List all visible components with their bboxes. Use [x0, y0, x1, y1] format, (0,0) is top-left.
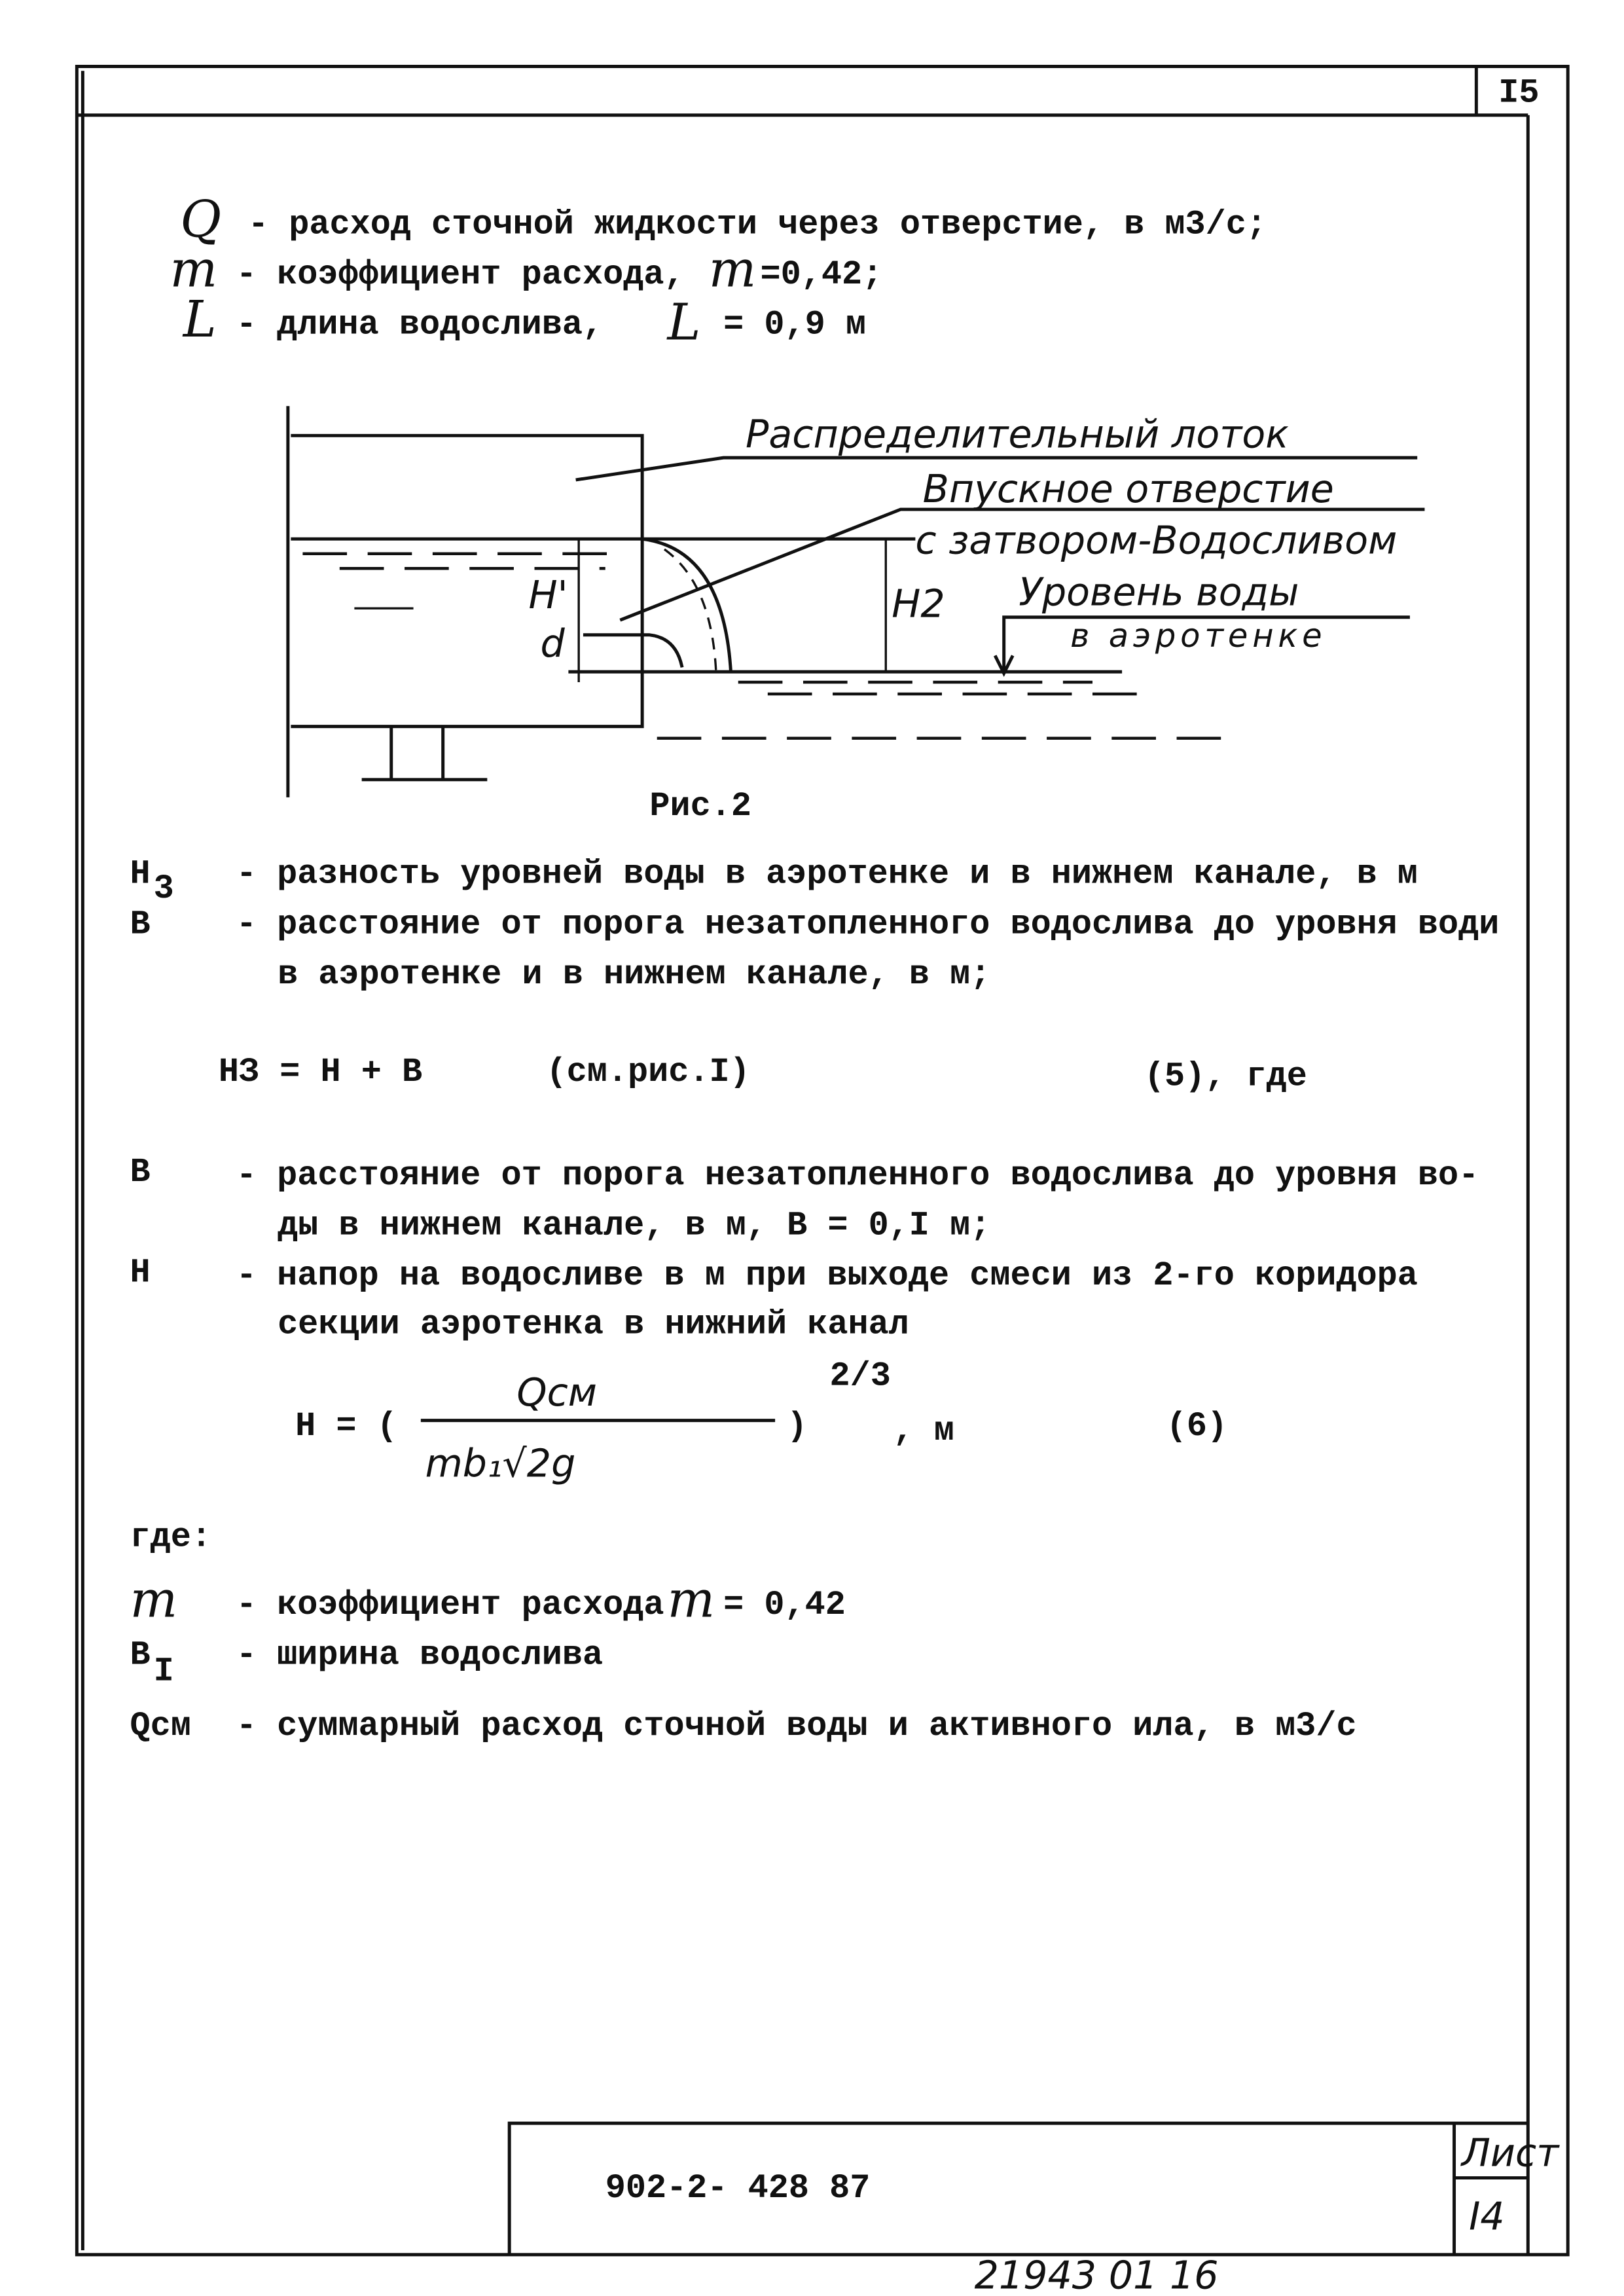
where-label: где:: [130, 1518, 212, 1557]
svg-text:В: В: [130, 1153, 151, 1192]
figure-weir-diagram: [288, 406, 1425, 797]
svg-text:- расход сточной жидкости чере: - расход сточной жидкости через отверстие, в м3/с;: [247, 205, 1267, 244]
label-in-aerotank: в аэротенке: [1070, 616, 1327, 655]
svg-text:, м: , м: [893, 1411, 954, 1450]
title-block: [509, 2123, 1560, 2255]
label-h-prime: H': [528, 573, 568, 618]
svg-text:(5), где: (5), где: [1144, 1057, 1307, 1096]
svg-text:Н: Н: [130, 1253, 151, 1292]
svg-text:НЗ = Н + В: НЗ = Н + В: [218, 1052, 423, 1091]
svg-text:L: L: [667, 293, 701, 352]
svg-text:Qсм: Qсм: [130, 1706, 191, 1745]
label-inlet-opening: Впускное отверстие: [922, 466, 1334, 511]
definitions-b: [130, 1153, 1479, 1343]
sheet-number: I4: [1469, 2194, 1505, 2239]
svg-text:3: 3: [153, 869, 174, 909]
svg-text:= 0,9 м: = 0,9 м: [723, 305, 867, 344]
svg-text:Q: Q: [180, 190, 222, 249]
svg-text:- ширина водослива: - ширина водослива: [236, 1635, 604, 1675]
svg-text:(см.рис.I): (см.рис.I): [546, 1052, 750, 1091]
page-number: I5: [1498, 73, 1540, 113]
definitions-top: [170, 191, 1267, 352]
svg-text:m: m: [130, 1571, 178, 1630]
label-d: d: [540, 621, 565, 666]
sheet-label: Лист: [1461, 2130, 1559, 2176]
svg-text:В: В: [130, 1635, 151, 1675]
label-h2: H2: [892, 581, 945, 627]
svg-text:m: m: [170, 240, 218, 299]
svg-text:- суммарный расход сточной вод: - суммарный расход сточной воды и активного ила, в м3/с: [236, 1706, 1357, 1745]
label-distribution-trough: Распределительный лоток: [746, 412, 1289, 457]
svg-text:- расстояние от порога незатоп: - расстояние от порога незатопленного водослива до уровня води: [236, 905, 1500, 944]
svg-text:ды в нижнем канале, в м, В = 0: ды в нижнем канале, в м, В = 0,I м;: [278, 1206, 991, 1245]
svg-text:- коэффициент расхода,: - коэффициент расхода,: [236, 255, 685, 295]
svg-text:H: H: [130, 854, 151, 894]
formula-6: [295, 1357, 1227, 1485]
svg-text:L: L: [183, 291, 217, 350]
svg-text:- коэффициент расхода: - коэффициент расхода: [236, 1586, 664, 1625]
svg-text:- разность уровней воды в аэро: - разность уровней воды в аэротенке и в нижнем канале, в м: [236, 854, 1418, 894]
svg-text:Qсм: Qсм: [516, 1370, 598, 1415]
svg-text:в аэротенке и в нижнем канале,: в аэротенке и в нижнем канале, в м;: [278, 955, 991, 994]
label-water-level: Уровень воды: [1019, 570, 1299, 615]
svg-text:2/3: 2/3: [829, 1357, 891, 1396]
svg-text:- расстояние от порога незатоп: - расстояние от порога незатопленного водослива до уровня во-: [236, 1156, 1479, 1195]
svg-text:B: B: [130, 905, 151, 944]
formula-5: [219, 1053, 1307, 1096]
svg-text:=0,42;: =0,42;: [760, 255, 883, 295]
definitions-bottom: [130, 1571, 1357, 1745]
svg-text:Н = (: Н = (: [295, 1407, 397, 1446]
svg-text:I: I: [153, 1652, 174, 1691]
svg-text:- напор на водосливе в м при в: - напор на водосливе в м при выходе смеси из 2-го коридора: [236, 1256, 1418, 1296]
svg-text:- длина водослива,: - длина водослива,: [236, 305, 604, 344]
footer-stamp: 21943 01 16: [974, 2253, 1219, 2296]
figure-caption: Рис.2: [649, 786, 752, 826]
svg-text:секции аэротенка в нижний кана: секции аэротенка в нижний канал: [278, 1305, 909, 1344]
svg-text:mb₁√2g: mb₁√2g: [425, 1441, 576, 1486]
svg-text:m: m: [708, 240, 757, 299]
svg-text:= 0,42: = 0,42: [723, 1586, 846, 1625]
label-inlet-gate: с затвором-Водосливом: [915, 518, 1398, 563]
svg-text:m: m: [667, 1571, 715, 1630]
svg-text:): ): [787, 1407, 808, 1446]
definitions-mid: [130, 855, 1500, 994]
svg-text:(6): (6): [1166, 1407, 1228, 1446]
document-code: 902-2- 428 87: [605, 2168, 871, 2208]
